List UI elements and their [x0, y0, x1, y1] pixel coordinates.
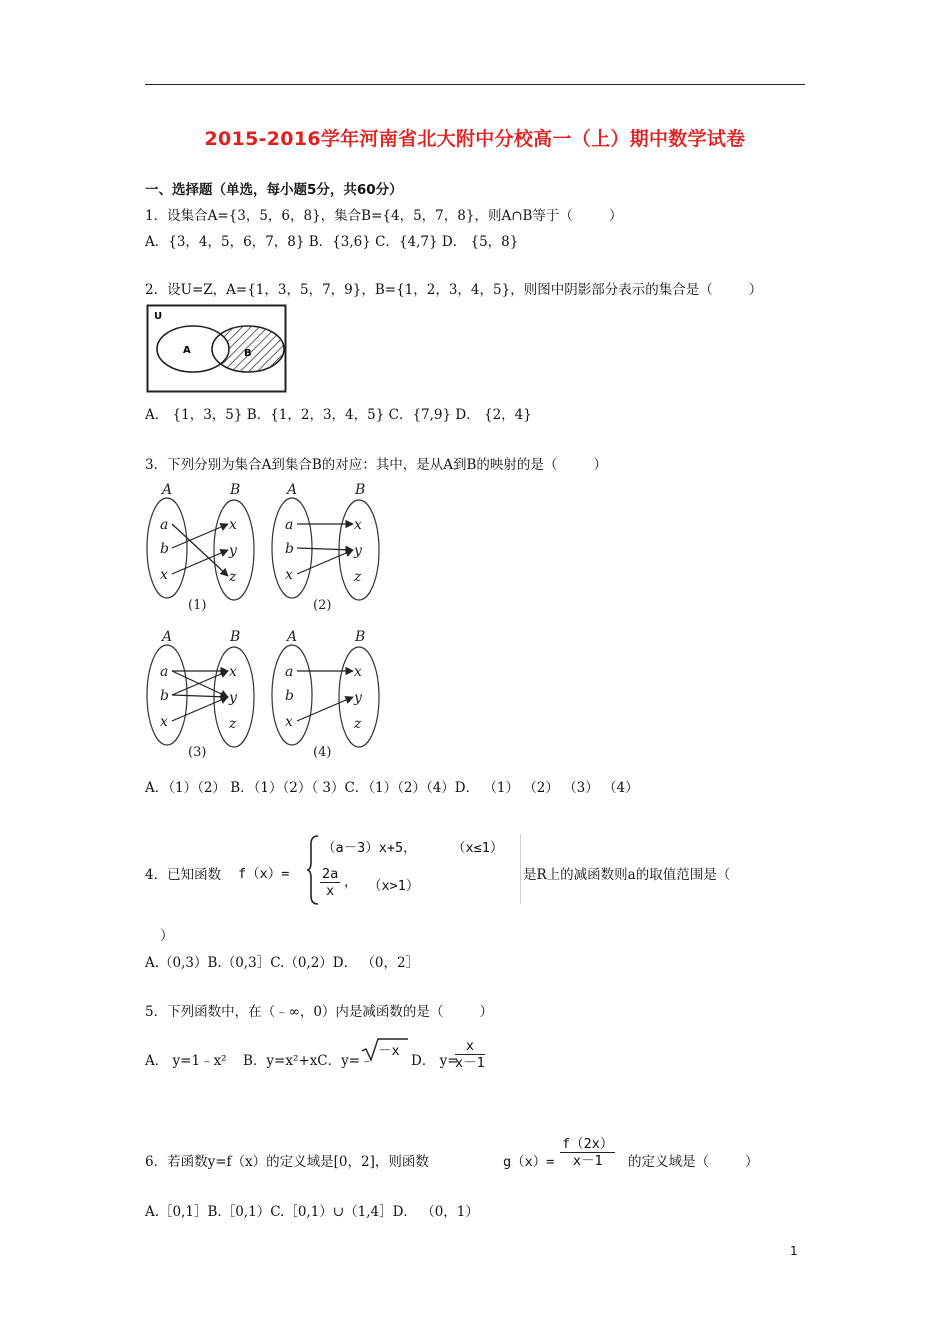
- question-6-suffix: [628, 1150, 759, 1170]
- shaded-region: [146, 304, 288, 394]
- codomain-element: z: [354, 569, 362, 585]
- case-1-condition: （x≤1）: [452, 840, 504, 856]
- set-a-heading: A: [162, 482, 173, 498]
- g-fraction: [560, 1136, 615, 1169]
- option-d-denominator: x－1: [455, 1055, 485, 1071]
- question-5: [145, 1000, 493, 1020]
- codomain-element: y: [229, 690, 237, 706]
- codomain-element: y: [229, 543, 237, 559]
- sqrt-argument: －x: [378, 1043, 400, 1059]
- codomain-element: z: [229, 569, 237, 585]
- question-5-option-a: A． y=1﹣x²: [145, 1053, 227, 1069]
- set-b-heading: B: [230, 482, 241, 498]
- domain-element: b: [160, 688, 169, 704]
- question-2-close: ）: [748, 282, 763, 298]
- page-number: 1: [790, 1244, 798, 1258]
- option-d-numerator: x: [455, 1038, 485, 1055]
- mapping-arrow: [172, 524, 228, 576]
- mapping-arrow: [297, 548, 353, 550]
- mapping-diagram-3: [147, 629, 254, 760]
- mapping-diagram-1: [147, 482, 254, 613]
- question-1: [145, 204, 622, 224]
- case-2-fraction: [320, 866, 340, 899]
- diagram-caption: (2): [313, 598, 332, 613]
- mapping-diagram-4: [272, 629, 379, 760]
- formula-edge: [520, 834, 521, 904]
- question-5-option-d: D． y=: [411, 1053, 459, 1069]
- question-4-suffix: 是R上的减函数则a的取值范围是（: [523, 867, 731, 883]
- question-3-options: A．（1）（2） B．（1）（2）（ 3）C．（1）（2）（4）D． （1） （2） （3） （4）: [145, 780, 639, 796]
- case-1-expr: （a－3）x+5，: [322, 840, 417, 856]
- case-2-denominator: x: [326, 883, 335, 899]
- piecewise-function: [238, 832, 522, 906]
- label-u: U: [154, 311, 163, 322]
- domain-element: a: [160, 664, 169, 680]
- question-3: [145, 453, 607, 473]
- domain-element: b: [285, 688, 294, 704]
- domain-element: a: [285, 664, 294, 680]
- function-name: f（x）=: [238, 866, 290, 882]
- diagram-caption: (1): [188, 598, 207, 613]
- domain-element: b: [285, 541, 294, 557]
- codomain-element: x: [354, 517, 362, 533]
- codomain-element: z: [229, 716, 237, 732]
- case-2-numerator: 2a: [322, 866, 339, 882]
- venn-diagram: [146, 304, 288, 394]
- mapping-arrow: [172, 697, 228, 721]
- question-5-option-b: B．y=x²+xC．y=﹣: [243, 1053, 374, 1069]
- question-1-options: A．{3，4，5，6，7，8} B．{3,6} C．{4,7} D． {5，8}: [145, 234, 519, 250]
- question-4-close: ）: [160, 928, 174, 944]
- g-numerator: f（2x）: [562, 1136, 614, 1152]
- domain-element: a: [285, 517, 294, 533]
- codomain-element: y: [354, 690, 362, 706]
- diagram-caption: (3): [188, 745, 207, 760]
- header-rule: [145, 84, 805, 85]
- case-2-condition: （x>1）: [368, 878, 420, 894]
- codomain-element: x: [229, 517, 237, 533]
- domain-element: x: [285, 567, 293, 583]
- set-b-heading: B: [355, 482, 366, 498]
- label-a: A: [183, 345, 191, 356]
- question-6-stem: 6．若函数y=f（x）的定义域是[0，2]，则函数: [145, 1154, 429, 1170]
- set-a-heading: A: [162, 629, 173, 645]
- question-6-suffix-text: 的定义域是（: [628, 1154, 709, 1170]
- codomain-element: y: [354, 543, 362, 559]
- question-2: [145, 278, 762, 298]
- set-b-heading: B: [230, 629, 241, 645]
- section-heading: 一、选择题（单选，每小题5分，共60分）: [145, 182, 403, 198]
- codomain-element: x: [229, 664, 237, 680]
- g-denominator: x－1: [572, 1153, 603, 1169]
- label-b: B: [244, 348, 252, 359]
- question-4-options: A.（0,3）B.（0,3］C.（0,2）D． （0，2］: [145, 955, 420, 971]
- question-6-options: A.［0,1］B.［0,1）C.［0,1）∪（1,4］D． （0，1）: [145, 1204, 479, 1220]
- domain-element: a: [160, 517, 169, 533]
- codomain-element: x: [354, 664, 362, 680]
- question-2-options: A． {1，3，5} B．{1，2，3，4，5} C．{7,9} D． {2，4}: [145, 407, 532, 423]
- domain-element: x: [160, 714, 168, 730]
- question-5-close: ）: [479, 1004, 493, 1020]
- domain-element: x: [160, 567, 168, 583]
- question-3-stem: 3．下列分别为集合A到集合B的对应：其中，是从A到B的映射的是（: [145, 457, 558, 473]
- mapping-arrow: [172, 550, 228, 574]
- mapping-diagram-2: [272, 482, 379, 613]
- mapping-arrow: [297, 550, 353, 574]
- mapping-arrow: [172, 524, 228, 548]
- question-3-close: ）: [593, 457, 607, 473]
- set-a-heading: A: [287, 482, 298, 498]
- question-4-prefix: 4．已知函数: [145, 867, 222, 883]
- domain-element: x: [285, 714, 293, 730]
- diagram-group: [147, 482, 379, 760]
- question-5-stem: 5．下列函数中，在（﹣∞，0）内是减函数的是（: [145, 1004, 444, 1020]
- mapping-diagrams: [140, 478, 390, 768]
- diagram-caption: (4): [313, 745, 332, 760]
- question-6-close: ）: [745, 1154, 759, 1170]
- set-b-heading: B: [355, 629, 366, 645]
- domain-element: b: [160, 541, 169, 557]
- page-title: 2015-2016学年河南省北大附中分校高一（上）期中数学试卷: [204, 128, 746, 150]
- question-1-stem: 1．设集合A={3，5，6，8}，集合B={4，5，7，8}，则A∩B等于（: [145, 208, 573, 224]
- mapping-arrow: [172, 695, 228, 697]
- mapping-arrow: [297, 697, 353, 721]
- set-a-heading: A: [287, 629, 298, 645]
- brace-icon: [306, 834, 320, 906]
- codomain-element: z: [354, 716, 362, 732]
- case-2-comma: ，: [344, 874, 358, 890]
- option-d-fraction: [455, 1038, 485, 1071]
- function-g: g（x）=: [503, 1154, 555, 1170]
- question-1-close: ）: [608, 208, 623, 224]
- question-2-stem: 2．设U=Z，A={1，3，5，7，9}，B={1，2，3，4，5}，则图中阴影部分表示的集合是（: [145, 282, 713, 298]
